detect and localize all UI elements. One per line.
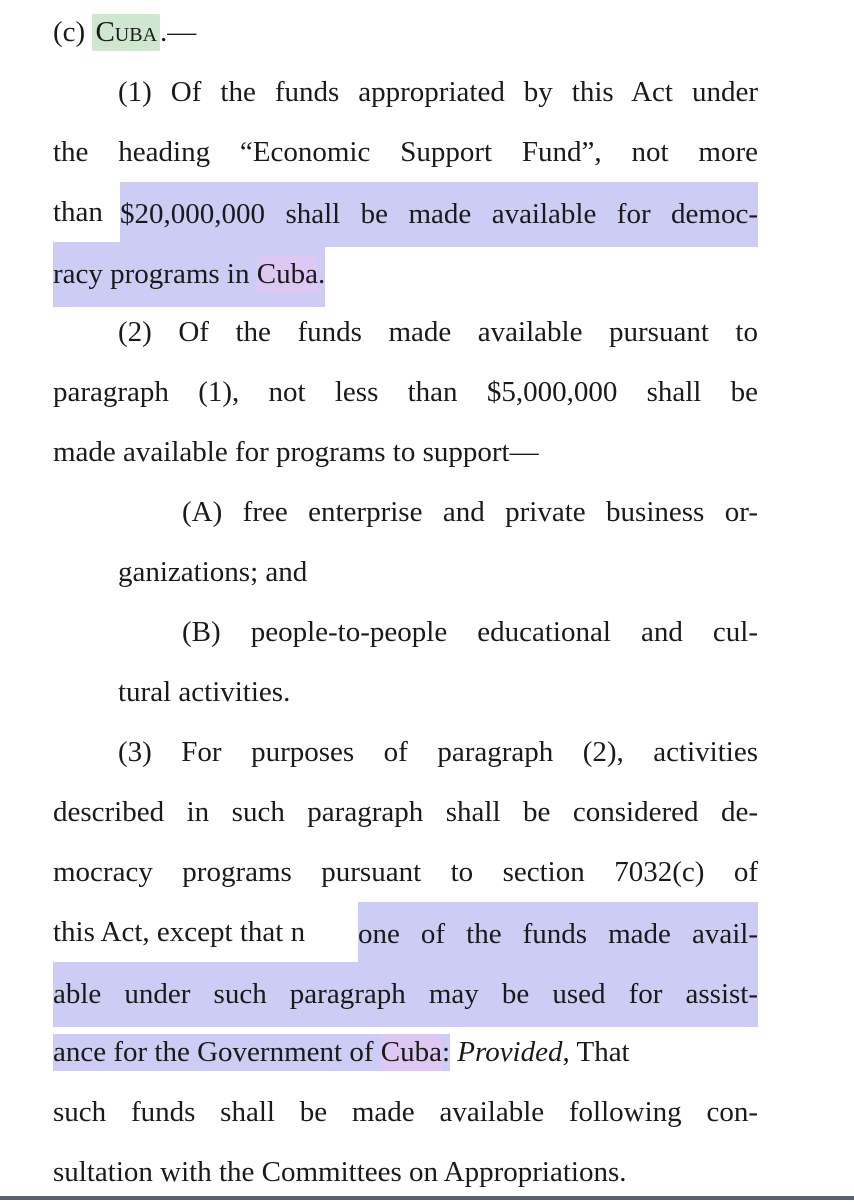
text-line-11 — [0, 602, 854, 662]
cuba-highlight[interactable]: Cuba — [381, 1034, 442, 1071]
line-18-content — [53, 1022, 630, 1082]
text-line-15 — [0, 842, 854, 902]
heading-suffix: .— — [160, 16, 197, 48]
text-line-17 — [0, 962, 854, 1022]
text-line-12 — [0, 662, 854, 722]
text-line-9 — [0, 482, 854, 542]
paragraph-2-line: paragraph (1), not less than $5,000,000 shall be — [53, 376, 758, 408]
highlighted-passage-1-end[interactable] — [53, 242, 325, 307]
text-line-18 — [0, 1022, 854, 1082]
highlighted-passage-2[interactable]: one of the funds made avail- — [358, 902, 758, 967]
paragraph-3-line: this Act, except that n — [53, 916, 306, 948]
paragraph-1-line: than — [53, 196, 103, 228]
paragraph-3-line: sultation with the Committees on Appropriations. — [53, 1156, 627, 1188]
cuba-highlight[interactable]: Cuba — [257, 256, 318, 293]
text-line-3 — [0, 122, 854, 182]
highlighted-passage-1[interactable]: $20,000,000 shall be made available for democ- — [120, 182, 758, 247]
subparagraph-b-line: (B) people-to-people educational and cul- — [182, 616, 758, 648]
paragraph-2-line: (2) Of the funds made available pursuant to — [118, 316, 758, 348]
text-line-2 — [0, 62, 854, 122]
section-heading — [0, 2, 854, 62]
paragraph-3-line: such funds shall be made available following con- — [53, 1096, 758, 1128]
text-line-14 — [0, 782, 854, 842]
subparagraph-a-line: (A) free enterprise and private business or- — [182, 496, 758, 528]
text-line-6 — [0, 302, 854, 362]
paragraph-1-line: the heading “Economic Support Fund”, not more — [53, 136, 758, 168]
highlight-text: racy programs in — [53, 258, 257, 290]
paragraph-3-line: (3) For purposes of paragraph (2), activities — [118, 736, 758, 768]
heading-cuba-highlight[interactable]: Cuba — [92, 14, 160, 51]
text-line-7 — [0, 362, 854, 422]
text-line-5 — [0, 242, 854, 302]
proviso-italic: Provided — [450, 1036, 563, 1068]
subparagraph-a-line: ganizations; and — [118, 556, 308, 588]
paragraph-3-line: described in such paragraph shall be considered de- — [53, 796, 758, 828]
paragraph-1-line: (1) Of the funds appropriated by this Act under — [118, 76, 758, 108]
text-line-16 — [0, 902, 854, 962]
text-line-4 — [0, 182, 854, 242]
text-line-20 — [0, 1142, 854, 1202]
text-line-10 — [0, 542, 854, 602]
highlighted-passage-2[interactable]: able under such paragraph may be used for assist- — [53, 962, 758, 1027]
text-line-13 — [0, 722, 854, 782]
paragraph-2-line: made available for programs to support— — [53, 436, 539, 468]
text-line-8 — [0, 422, 854, 482]
text-line-19 — [0, 1082, 854, 1142]
highlight-text: : — [441, 1036, 451, 1068]
proviso-rest: , That — [562, 1036, 630, 1068]
paragraph-3-line: mocracy programs pursuant to section 7032(c) of — [53, 856, 758, 888]
highlight-text: ance for the Government of — [53, 1036, 381, 1068]
highlight-text: . — [317, 258, 326, 290]
heading-prefix: (c) — [53, 16, 93, 48]
subparagraph-b-line: tural activities. — [118, 676, 291, 708]
highlighted-passage-2-end[interactable] — [53, 1034, 450, 1071]
bottom-divider — [0, 1196, 854, 1200]
